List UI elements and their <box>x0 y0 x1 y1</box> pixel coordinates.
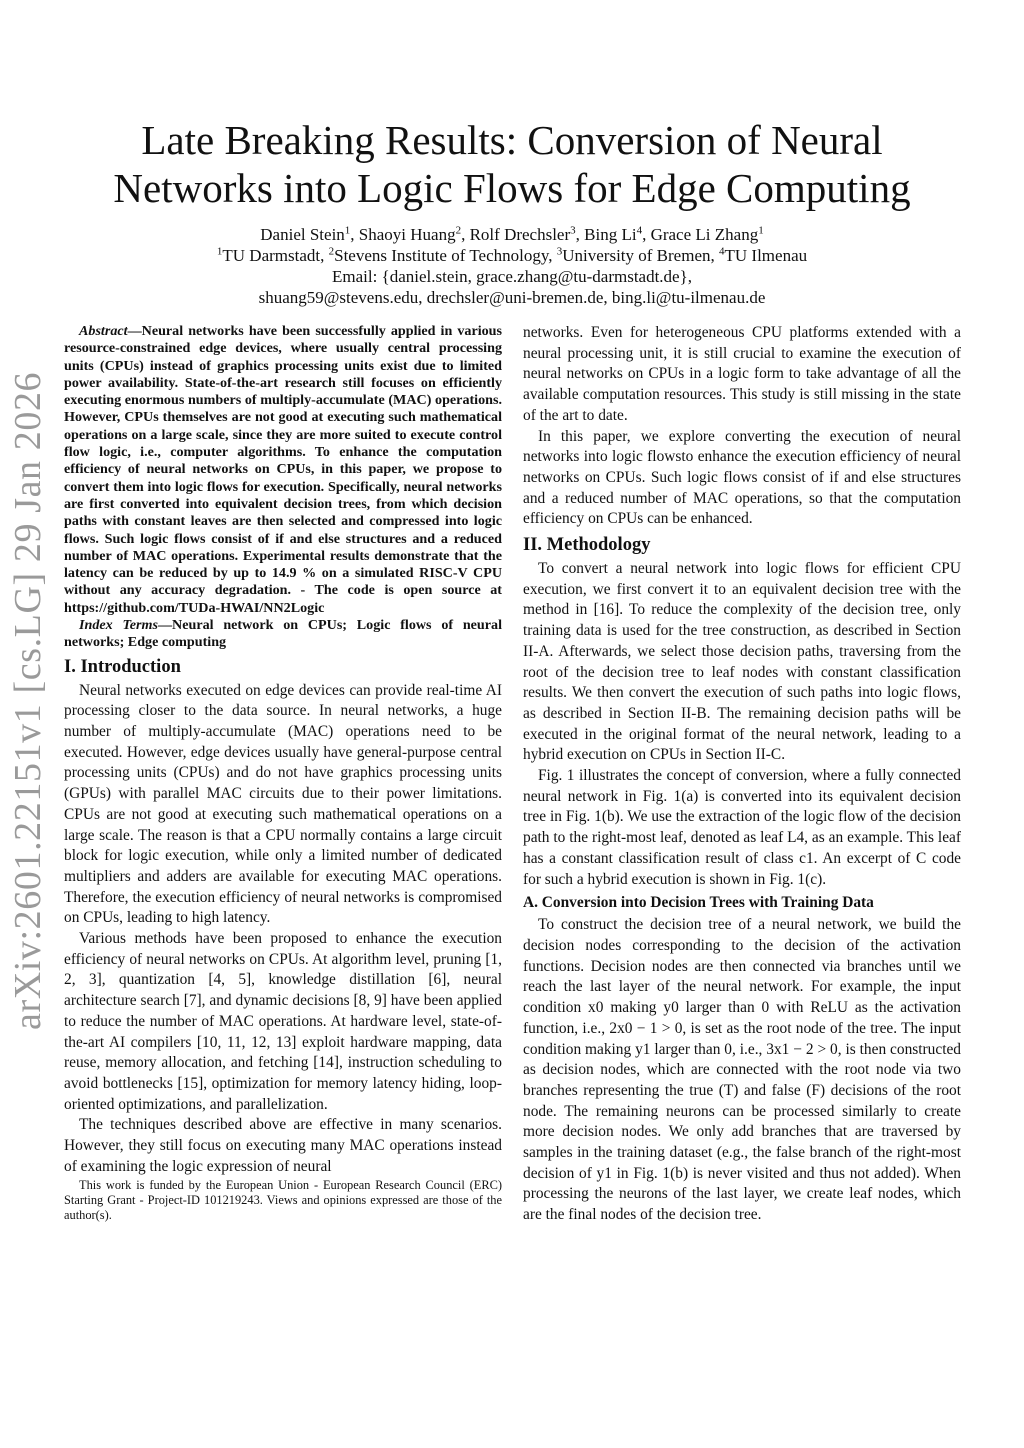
affiliation: $^3$University of Bremen, <box>556 245 719 265</box>
funding-footnote: This work is funded by the European Union - European Research Council (ERC) Starting Grant - Project-ID 101219243. Views and opinions expressed are those of the author(s). <box>64 1177 502 1222</box>
index-terms-label: Index Terms <box>79 617 158 634</box>
methodology-paragraph-1: To convert a neural network into logic flows for efficient CPU execution, we first convert it to an equivalent decision tree with the method in [16]. To reduce the complexity of the decision tree, only training data is used for the tree construction, as described in Section II-A. Afterwards, we select those decision paths, traversing from the root of the decision tree to leaf nodes with constant classification results. We then convert the execution of such paths into logic flows, as described in Section II-B. The remaining decision paths will be executed in the original format of the neural network, leading to a hybrid execution on CPUs in Section II-C. <box>523 560 961 764</box>
left-column <box>64 323 502 1223</box>
abstract-text: —Neural networks have been successfully applied in various resource-constrained edge devices, where usually central processing units (CPUs) instead of graphics processing units exist due to limited power availability. State-of-the-art research still focuses on efficiently executing enormous numbers of multiply-accumulate (MAC) operations. However, CPUs themselves are not good at executing such mathematical operations on a large scale, since they are more suited to execute control flow logic, i.e., computer algorithms. To enhance the computation efficiency of neural networks on CPUs, in this paper, we propose to convert them into logic flows for execution. Specifically, neural networks are first converted into equivalent decision trees, from which decision paths with constant leaves are then selected and compressed into logic flows. Such logic flows consist of if and else structures and a reduced number of MAC operations. Experimental results demonstrate that the latency can be reduced by up to 14.9 % on a simulated RISC-V CPU without any accuracy degradation. - The code is open source at https://github.com/TUDa-HWAI/NN2Logic <box>64 323 502 616</box>
decision-trees-paragraph-1: To construct the decision tree of a neural network, we build the decision nodes corresponding to the decision of the activation functions. Decision nodes are then connected via branches until we reach the last layer of the neural network. For example, the input condition x0 making y0 larger than 0 with ReLU as the activation function, i.e., 2x0 − 1 > 0, is set as the root node of the tree. The input condition making y1 larger than 0, i.e., 3x1 − 2 > 0, is then constructed as decision nodes, which are connected with the root node via two branches representing the true (T) and false (F) decisions of the root node. The remaining neurons can be processed similarly to create more decision nodes. We only add branches that are traversed by samples in the training dataset (e.g., the false branch of the right-most decision of y1 in Fig. 1(b) is never visited and thus not added). When processing the neurons of the last layer, we create leaf nodes, which are the final nodes of the decision tree. <box>523 916 961 1224</box>
author-block <box>60 224 964 308</box>
index-terms <box>64 617 502 652</box>
paper-title-line-1: Late Breaking Results: Conversion of Neural <box>141 117 883 163</box>
author: Daniel Stein$^1$, <box>260 224 359 244</box>
email-line-1: Email: {daniel.stein, grace.zhang@tu-darmstadt.de}, <box>331 267 693 286</box>
author: Bing Li$^4$, <box>584 224 651 244</box>
right-column <box>523 323 961 1226</box>
affiliation: $^1$TU Darmstadt, <box>216 245 329 265</box>
intro-paragraph-4: In this paper, we explore converting the execution of neural networks into logic flowsto enhance the execution efficiency of neural networks on CPUs. Such logic flows consist of if and else structures and a reduced number of MAC operations, so that the computation efficiency on CPUs can be enhanced. <box>523 427 961 528</box>
section-heading-methodology: II. Methodology <box>523 535 651 556</box>
methodology-paragraph-2: Fig. 1 illustrates the concept of conversion, where a fully connected neural network in Fig. 1(a) is converted into its equivalent decision tree in Fig. 1(b). We use the extraction of the logic flow of the decision path to the right-most leaf, denoted as leaf L4, as an example. This leaf has a constant classification result of class c1. An excerpt of C code for such a hybrid execution is shown in Fig. 1(c). <box>523 767 961 888</box>
section-heading-introduction: I. Introduction <box>64 656 181 677</box>
arxiv-identifier-stamp[interactable]: arXiv:2601.22151v1 [cs.LG] 29 Jan 2026 <box>7 371 49 1030</box>
paper-title <box>60 116 964 212</box>
paper-title-line-2: Networks into Logic Flows for Edge Computing <box>113 165 911 211</box>
affiliation: $^4$TU Ilmenau <box>719 245 808 265</box>
abstract <box>64 323 502 617</box>
affiliation: $^2$Stevens Institute of Technology, <box>328 245 557 265</box>
affiliation-list <box>60 245 964 266</box>
subsection-heading-decision-trees: A. Conversion into Decision Trees with Training Data <box>523 894 874 912</box>
intro-paragraph-3: The techniques described above are effective in many scenarios. However, they still focus on executing many MAC operations instead of examining the logic expression of neural <box>64 1116 502 1175</box>
abstract-label: Abstract <box>79 323 128 339</box>
email-line-2: shuang59@stevens.edu, drechsler@uni-bremen.de, bing.li@tu-ilmenau.de <box>258 288 766 307</box>
intro-paragraph-1: Neural networks executed on edge devices can provide real-time AI processing closer to the data source. In neural networks, a huge number of multiply-accumulate (MAC) operations need to be executed. However, edge devices usually have general-purpose central processing units (CPUs) and do not have graphics processing units (GPUs) with parallel MAC circuits due to their power limitations. CPUs are not good at executing such mathematical operations on a large scale. The reason is that a CPU normally contains a large circuit block for logic execution, while only a limited number of dedicated multipliers and adders are available for executing MAC operations. Therefore, the execution efficiency of neural networks is compromised on CPUs, leading to high latency. <box>64 681 502 927</box>
author-list <box>60 224 964 245</box>
index-terms-text: —Neural network on CPUs; Logic flows of neural networks; Edge computing <box>64 617 502 651</box>
intro-paragraph-2: Various methods have been proposed to enhance the execution efficiency of neural networks on CPUs. At algorithm level, pruning [1, 2, 3], quantization [4, 5], knowledge distillation [6], neural architecture search [7], and dynamic decisions [8, 9] have been applied to reduce the number of MAC operations. At hardware level, state-of-the-art AI compilers [10, 11, 12, 13] exploit hardware mapping, data reuse, memory allocation, and fetching [14], instruction scheduling to avoid bottlenecks [15], optimization for memory latency hiding, loop-oriented optimizations, and parallelization. <box>64 930 502 1113</box>
author: Rolf Drechsler$^3$, <box>469 224 585 244</box>
author: Shaoyi Huang$^2$, <box>358 224 470 244</box>
author: Grace Li Zhang$^1$ <box>650 224 764 244</box>
intro-continuation-paragraph: networks. Even for heterogeneous CPU platforms extended with a neural processing unit, it is still crucial to examine the execution of neural networks on CPUs in a logic form to take advantage of all the available computation resources. This study is still missing in the state of the art to date. <box>523 324 961 424</box>
